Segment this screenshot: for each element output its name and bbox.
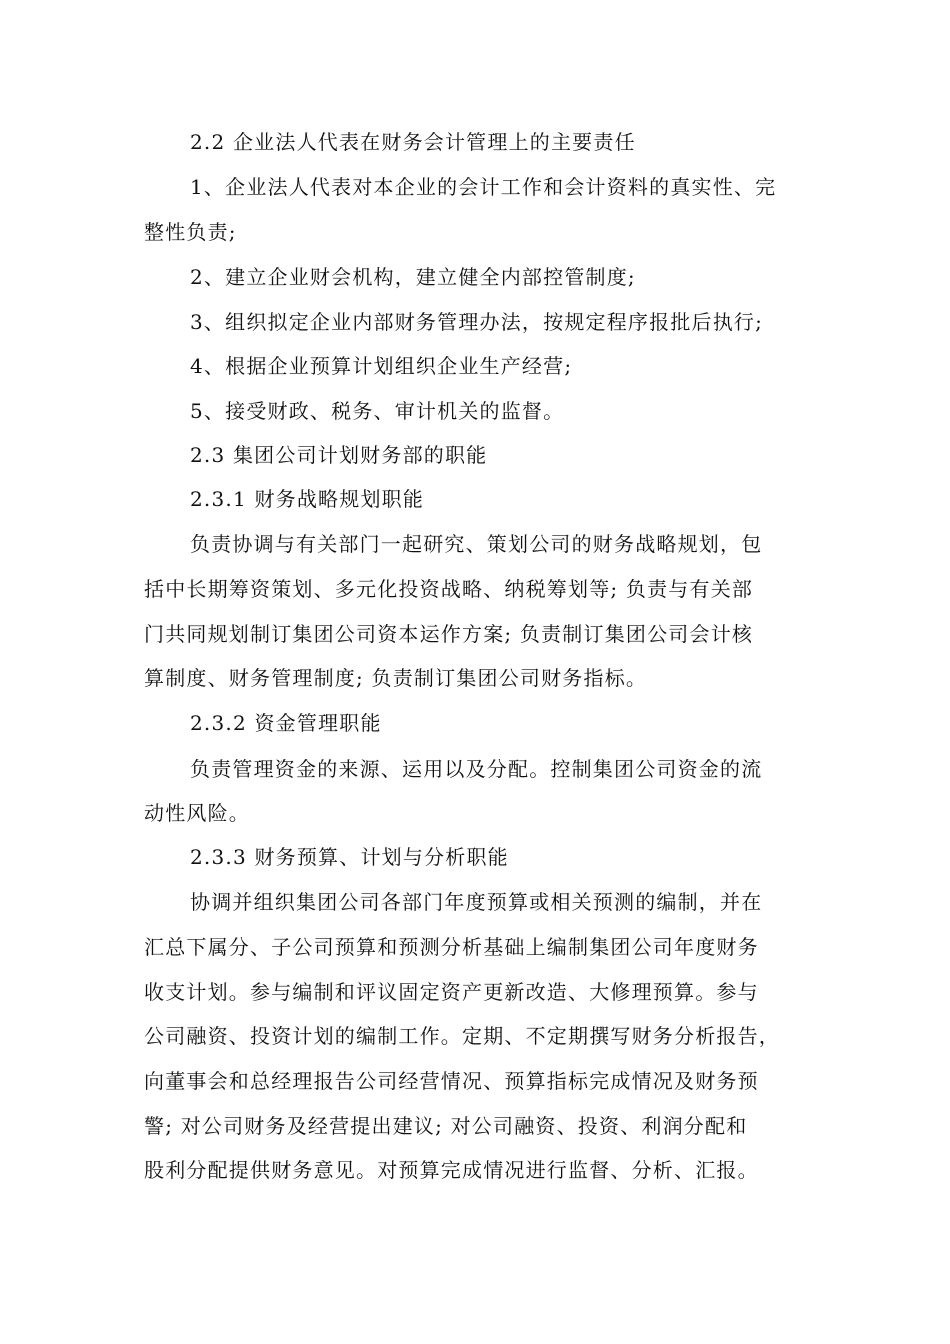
paragraph-line: 负责管理资金的来源、运用以及分配。控制集团公司资金的流: [190, 757, 763, 781]
paragraph-line: 负责协调与有关部门一起研究、策划公司的财务战略规划，包: [190, 532, 763, 556]
paragraph-line: 5、接受财政、税务、审计机关的监督。: [190, 399, 565, 423]
paragraph-line: 公司融资、投资计划的编制工作。定期、不定期撰写财务分析报告，: [144, 1024, 780, 1048]
paragraph-line: 股利分配提供财务意见。对预算完成情况进行监督、分析、汇报。: [144, 1158, 759, 1182]
paragraph-line: 整性负责;: [144, 220, 237, 244]
paragraph-line: 门共同规划制订集团公司资本运作方案; 负责制订集团公司会计核: [144, 622, 754, 646]
paragraph-line: 汇总下属分、子公司预算和预测分析基础上编制集团公司年度财务: [144, 935, 759, 959]
heading-2-3-3: 2.3.3 财务预算、计划与分析职能: [190, 845, 509, 869]
paragraph-line: 括中长期筹资策划、多元化投资战略、纳税筹划等; 负责与有关部: [144, 577, 754, 601]
heading-2-2: 2.2 企业法人代表在财务会计管理上的主要责任: [190, 130, 636, 154]
heading-2-3-2: 2.3.2 资金管理职能: [190, 711, 382, 735]
paragraph-line: 3、组织拟定企业内部财务管理办法，按规定程序报批后执行;: [190, 310, 764, 334]
heading-2-3-1: 2.3.1 财务战略规划职能: [190, 487, 425, 511]
paragraph-line: 收支计划。参与编制和评议固定资产更新改造、大修理预算。参与: [144, 980, 759, 1004]
paragraph-line: 向董事会和总经理报告公司经营情况、预算指标完成情况及财务预: [144, 1069, 759, 1093]
heading-2-3: 2.3 集团公司计划财务部的职能: [190, 443, 488, 467]
paragraph-line: 4、根据企业预算计划组织企业生产经营;: [190, 354, 573, 378]
paragraph-line: 动性风险。: [144, 801, 250, 825]
paragraph-line: 警; 对公司财务及经营提出建议; 对公司融资、投资、利润分配和: [144, 1114, 748, 1138]
paragraph-line: 算制度、财务管理制度; 负责制订集团公司财务指标。: [144, 666, 648, 690]
paragraph-line: 1、企业法人代表对本企业的会计工作和会计资料的真实性、完: [190, 175, 777, 199]
paragraph-line: 协调并组织集团公司各部门年度预算或相关预测的编制，并在: [190, 890, 763, 914]
paragraph-line: 2、建立企业财会机构，建立健全内部控管制度;: [190, 265, 636, 289]
